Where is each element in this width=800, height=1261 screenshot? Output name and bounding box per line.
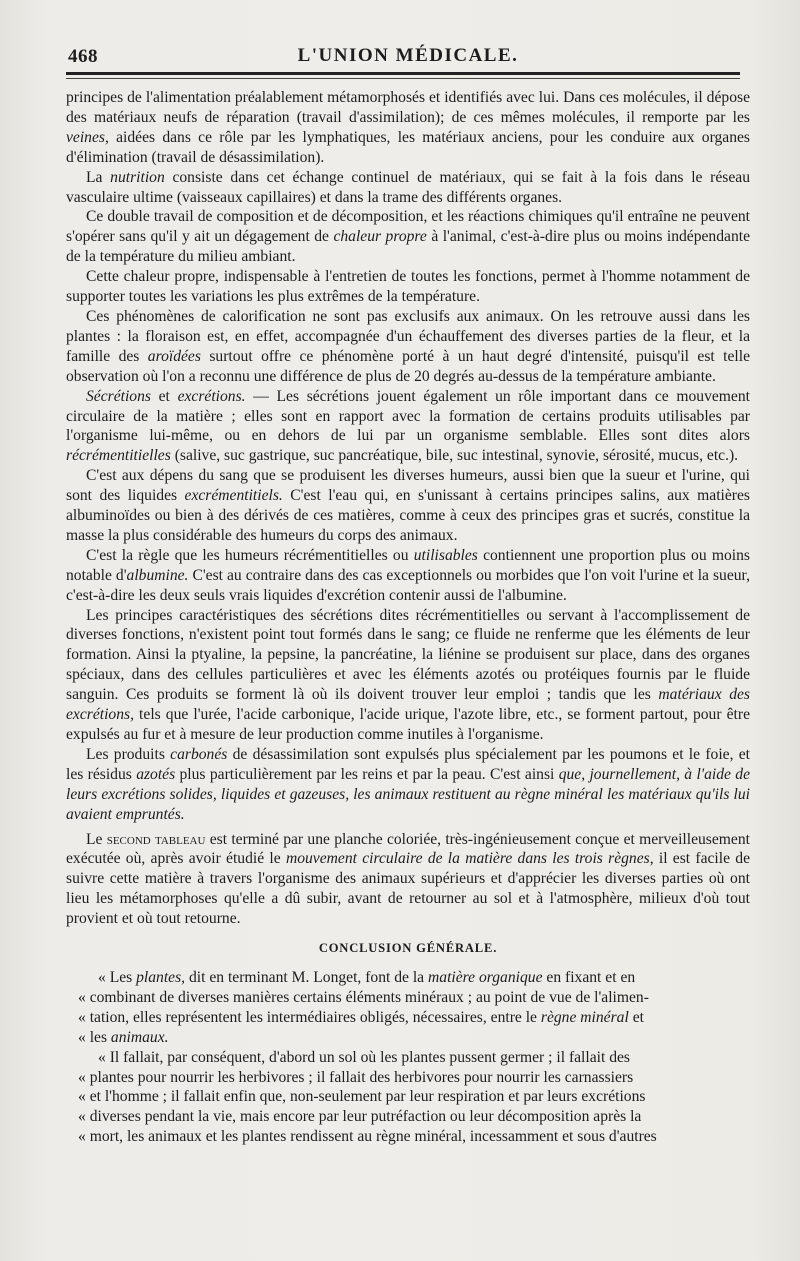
body-paragraph: Le second tableau est terminé par une planche coloriée, très-ingénieusement conçue et merveilleusement exécutée où, après avoir étudié le mouvement circulaire de la matière dans les trois règnes, il est facile de suivre cette matière à travers l'organisme des animaux supérieurs et d'apprécier les diverses parties où ont lieu les métamorphoses qu'elle a dû subir, avant de retourner au sol et à l'atmosphère, milieux d'où tout provient et où tout retourne.	[66, 830, 750, 928]
page-number: 468	[68, 46, 98, 67]
body-paragraph: principes de l'alimentation préalablement métamorphosés et identifiés avec lui. Dans ces molécules, il dépose des matériaux neufs de réparation (travail d'assimilation); de ces mêmes molécules, il remporte par les veines, aidées dans ce rôle par les lymphatiques, les matériaux anciens, pour les conduire aux organes d'élimination (travail de désassimilation).	[66, 89, 750, 166]
header-rule-thin	[66, 78, 740, 79]
body-paragraph: Les principes caractéristiques des sécrétions dites récrémentitielles ou servant à l'accomplissement de diverses fonctions, n'existent point tout formés dans le sang; ce fluide ne renferme que les éléments de leur formation. Ainsi la ptyaline, la pepsine, la pancréatine, la liénine se produisent sur place, dans des organes spéciaux, dans des cellules particulières et avec les éléments azotés ou protéiques fournis par le fluide sanguin. Ces produits se forment là où ils doivent trouver leur emploi ; tandis que les matériaux des excrétions, tels que l'urée, l'acide carbonique, l'acide urique, l'azote libre, etc., se forment partout, pour être expulsés au fur et à mesure de leur production comme inutiles à l'organisme.	[66, 606, 750, 743]
running-title: L'UNION MÉDICALE.	[297, 45, 519, 66]
body-paragraph: Les produits carbonés de désassimilation sont expulsés plus spécialement par les poumons et le foie, et les résidus azotés plus particulièrement par les reins et par la peau. C'est ainsi que, journellement, à l'aide de leurs excrétions solides, liquides et gazeuses, les animaux restituent au règne minéral les matériaux qu'ils lui avaient empruntés.	[66, 745, 751, 823]
header-rule-thick	[66, 72, 740, 75]
section-heading: CONCLUSION GÉNÉRALE.	[318, 941, 498, 956]
quotation-line: « et l'homme ; il fallait enfin que, non-seulement par leur respiration et par leurs excrétions	[78, 1088, 646, 1106]
body-paragraph: C'est la règle que les humeurs récrémentitielles ou utilisables contiennent une proportion plus ou moins notable d'albumine. C'est au contraire dans des cas exceptionnels ou morbides que l'on voit l'urine et la sueur, c'est-à-dire les deux seuls vrais liquides d'excrétion contenir aussi de l'albumine.	[66, 546, 750, 604]
quotation-block-1	[66, 968, 750, 1048]
paragraph-list	[66, 88, 750, 929]
quotation-line: « tation, elles représentent les intermédiaires obligés, nécessaires, entre le règne minéral et	[78, 1008, 644, 1026]
quotation-line: « Les plantes, dit en terminant M. Longet, font de la matière organique en fixant et en	[98, 968, 636, 986]
quotation-line: « les animaux.	[78, 1028, 169, 1046]
article-body	[66, 88, 750, 1147]
quotation-line: « diverses pendant la vie, mais encore par leur putréfaction ou leur décomposition après la	[78, 1108, 642, 1126]
body-paragraph: Cette chaleur propre, indispensable à l'entretien de toutes les fonctions, permet à l'homme notamment de supporter toutes les variations les plus extrêmes de la température.	[66, 268, 750, 306]
body-paragraph: Ce double travail de composition et de décomposition, et les réactions chimiques qu'il entraîne ne peuvent s'opérer sans qu'il y ait un dégagement de chaleur propre à l'animal, c'est-à-dire plus ou moins indépendante de la température du milieu ambiant.	[66, 208, 750, 266]
quotation-line: « Il fallait, par conséquent, d'abord un sol où les plantes pussent germer ; il fallait des	[98, 1048, 630, 1066]
quotation-line: « plantes pour nourrir les herbivores ; il fallait des herbivores pour nourrir les carnassiers	[78, 1068, 634, 1086]
body-paragraph: C'est aux dépens du sang que se produisent les diverses humeurs, aussi bien que la sueur et l'urine, qui sont des liquides excrémentitiels. C'est l'eau qui, en s'unissant à certains principes salins, aux matières albuminoïdes ou bien à des dérivés de ces matières, comme à ceux des principes gras et sucrés, constitue la masse la plus considérable des humeurs du corps des animaux.	[66, 467, 750, 544]
quotation-line: « mort, les animaux et les plantes rendissent au règne minéral, incessamment et sous d'autres	[78, 1128, 657, 1146]
body-paragraph: La nutrition consiste dans cet échange continuel de matériaux, qui se fait à la fois dans le réseau vasculaire ultime (vaisseaux capillaires) et dans la trame des différents organes.	[66, 168, 750, 206]
quotation-block-2	[66, 1048, 750, 1148]
quotation-line: « combinant de diverses manières certains éléments minéraux ; au point de vue de l'alimen-	[78, 988, 649, 1006]
body-paragraph: Ces phénomènes de calorification ne sont pas exclusifs aux animaux. On les retrouve aussi dans les plantes : la floraison est, en effet, accompagnée d'un échauffement des diverses parties de la fleur, et la famille des aroïdées surtout offre ce phénomène porté à un haut degré d'intensité, puisqu'il est telle observation où l'on a reconnu une différence de plus de 20 degrés au-dessus de la température ambiante.	[66, 307, 751, 385]
page-header	[68, 42, 748, 72]
body-paragraph: Sécrétions et excrétions. — Les sécrétions jouent également un rôle important dans ce mouvement circulaire de la matière ; elles sont en rapport avec la formation de certains produits utilisables par l'organisme lui-même, ou en dehors de lui par un organisme semblable. Elles sont dites alors récrémentitielles (salive, suc gastrique, suc pancréatique, bile, suc intestinal, synovie, sérosité, mucus, etc.).	[66, 387, 750, 465]
